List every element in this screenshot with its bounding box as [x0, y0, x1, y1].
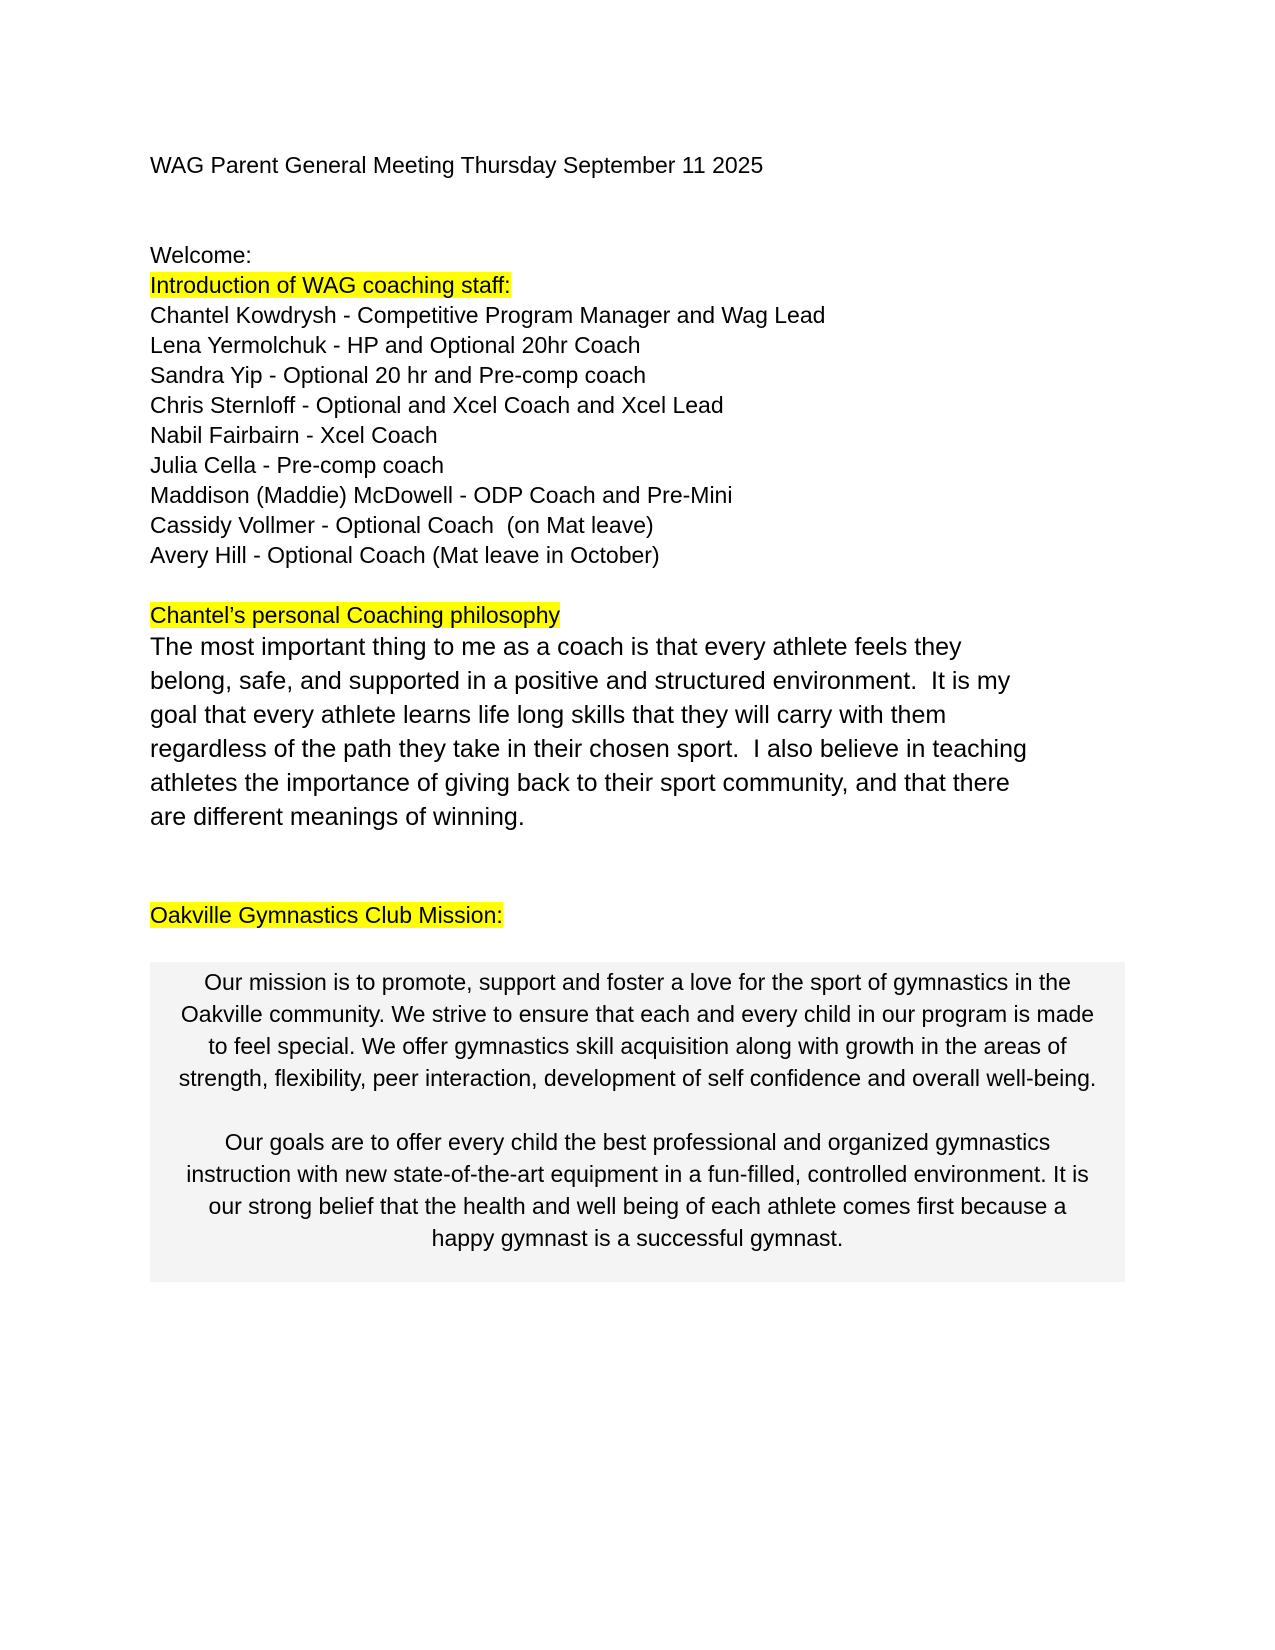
staff-list-item: Chantel Kowdrysh - Competitive Program Manager and Wag Lead — [150, 302, 826, 328]
staff-section-heading — [150, 270, 1125, 300]
welcome-heading: Welcome: — [150, 242, 252, 268]
philosophy-paragraph: The most important thing to me as a coach is that every athlete feels they belong, safe, and supported in a positive and structured environment. It is my goal that every athlete learns life long skills that they will carry with them regardless of the path they take in their chosen sport. I also believe in teaching athletes the importance of giving back to their sport community, and that there are different meanings of winning. — [150, 633, 1034, 831]
mission-heading-highlight: Oakville Gymnastics Club Mission: — [150, 902, 503, 928]
spacer — [150, 570, 151, 600]
staff-list-item: Sandra Yip - Optional 20 hr and Pre-comp coach — [150, 362, 647, 388]
spacer — [150, 180, 151, 240]
spacer — [150, 834, 151, 900]
staff-list-item: Avery Hill - Optional Coach (Mat leave in October) — [150, 542, 660, 568]
staff-list-item: Julia Cella - Pre-comp coach — [150, 452, 445, 478]
staff-list-item: Maddison (Maddie) McDowell - ODP Coach and Pre-Mini — [150, 482, 733, 508]
mission-paragraph-1: Our mission is to promote, support and foster a love for the sport of gymnastics in the Oakville community. We strive to ensure that each and every child in our program is made to feel special. We offer gymnastics skill acquisition along with growth in the areas of strength, flexibility, peer interaction, development of self confidence and overall well-being. — [178, 969, 1101, 1091]
staff-heading-highlight: Introduction of WAG coaching staff: — [150, 272, 511, 298]
staff-list-item: Cassidy Vollmer - Optional Coach (on Mat leave) — [150, 512, 654, 538]
philosophy-heading — [150, 600, 1125, 630]
document-title: WAG Parent General Meeting Thursday September 11 2025 — [150, 152, 764, 178]
staff-list-item: Chris Sternloff - Optional and Xcel Coach and Xcel Lead — [150, 392, 724, 418]
mission-heading — [150, 900, 1125, 930]
philosophy-heading-highlight: Chantel’s personal Coaching philosophy — [150, 602, 561, 628]
staff-list-item: Lena Yermolchuk - HP and Optional 20hr Coach — [150, 332, 641, 358]
mission-statement-box — [150, 962, 1125, 1282]
staff-list-item: Nabil Fairbairn - Xcel Coach — [150, 422, 438, 448]
spacer — [150, 930, 151, 962]
mission-paragraph-2: Our goals are to offer every child the best professional and organized gymnastics instruction with new state-of-the-art equipment in a fun-filled, controlled environment. It is our strong belief that the health and well being of each athlete comes first because a happy gymnast is a successful gymnast. — [186, 1129, 1096, 1251]
